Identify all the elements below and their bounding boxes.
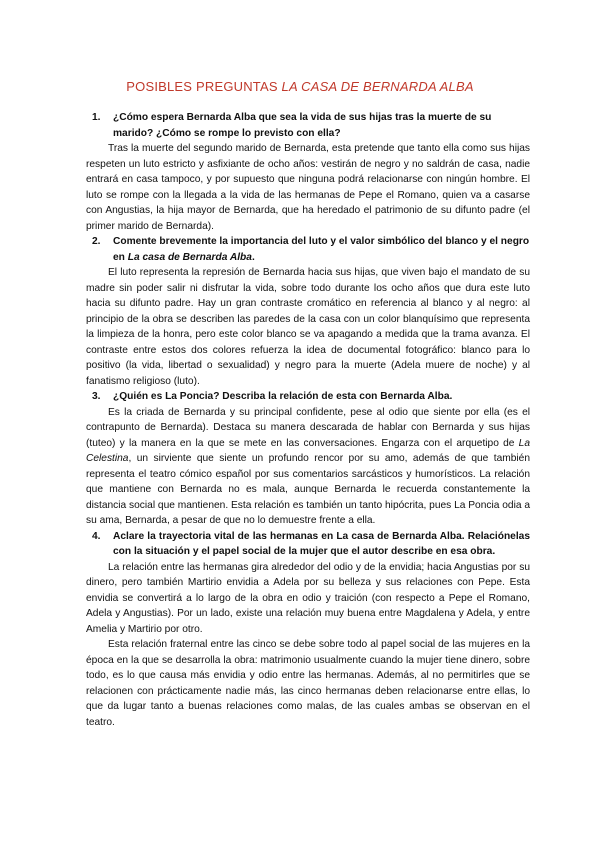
- question-number: 3.: [92, 391, 101, 402]
- answer-4-continued: Esta relación fraternal entre las cinco se debe sobre todo al papel social de las mujeres en la época en la que se desarrolla la obra: matrimonio usualmente cuando la mujer tiene dinero, sobre todo, es lo que causa más envidia y odio entre las hermanas. Además, al no permitirles que se relacionen con prácticamente nadie más, las cinco hermanas deben relacionarse entre ellas, lo que da lugar tanto a buenas relaciones como malas, de las cuales ambas se observan en el teatro.: [86, 639, 530, 728]
- question-number: 4.: [92, 530, 101, 542]
- answer-3: [86, 405, 530, 529]
- question-text: ¿Cómo espera Bernarda Alba que sea la vida de sus hijas tras la muerte de su marido? ¿Cómo se rompe lo previsto con ella?: [113, 112, 492, 139]
- question-text-italic: La casa de Bernarda Alba: [127, 251, 252, 263]
- document-body: [86, 110, 530, 730]
- answer-3-suffix: , un sirviente que siente un profundo rencor por su amo, además de que también representa el teatro cómico español por sus comentarios sarcásticos y humorísticos. La relación que mantiene con Bernarda no es mala, aunque Bernarda le recuerda constantemente la distancia social que mantienen. Esta relación es también un tanto hipócrita, pues La Poncia odia a su ama, Bernarda, a pesar de que no lo demuestre frente a ella.: [86, 453, 531, 526]
- answer-2: El luto representa la represión de Bernarda hacia sus hijas, que viven bajo el mandato de su madre sin poder salir ni disfrutar la vida, sobre todo durante los ocho años que dura este luto hacia su difunto padre. Hay un gran contraste cromático en referencia al blanco y al negro: al principio de la obra se describen las paredes de la casa con un color blanquísimo que representa la limpieza de la honra, pero este color blanco se va apagando a medida que la trama avanza. El contraste entre estos dos colores refuerza la idea de documental fotográfico: blanco para lo positivo (la vida, libertad o sexualidad) y negro para la muerte (Adela muere de noche) y al fanatismo religioso (luto).: [86, 267, 530, 387]
- question-4: [86, 529, 530, 560]
- question-text: ¿Quién es La Poncia? Describa la relación de esta con Bernarda Alba.: [113, 391, 453, 402]
- question-text: Aclare la trayectoria vital de las hermanas en La casa de Bernarda Alba. Relaciónelas con la situación y el papel social de la mujer que el autor describe en esa obra.: [113, 530, 530, 557]
- question-text-suffix: .: [251, 251, 255, 263]
- page-title: [0, 79, 600, 94]
- title-italic: LA CASA DE BERNARDA ALBA: [281, 79, 474, 94]
- question-2: [86, 234, 530, 265]
- title-prefix: POSIBLES PREGUNTAS: [126, 79, 282, 94]
- answer-3-prefix: Es la criada de Bernarda y su principal confidente, pese al odio que siente por ella (es el contrapunto de Bernarda). Destaca su manera descarada de hablar con Bernarda y sus hijas (tuteo) y la manera en la que se mete en las conversaciones. Engarza con el arquetipo de: [86, 406, 530, 449]
- answer-1: Tras la muerte del segundo marido de Bernarda, esta pretende que tanto ella como sus hijas respeten un luto estricto y asfixiante de ocho años: vestirán de negro y no saldrán de casa, nadie entrará en casa tampoco, y por supuesto que ninguna podrá relacionarse con ningún hombre. El luto se rompe con la llegada a la vida de las hermanas de Pepe el Romano, quien va a casarse con Angustias, la hija mayor de Bernarda, que ha heredado el patrimonio de su difunto padre (el primer marido de Bernarda).: [86, 143, 530, 232]
- answer-3-italic: La Celestina: [86, 437, 530, 464]
- question-number: 1.: [92, 112, 101, 123]
- question-1: [86, 110, 530, 141]
- question-text: [113, 234, 530, 265]
- question-text-prefix: Comente brevemente la importancia del luto y el valor simbólico del blanco y el negro en: [113, 236, 530, 263]
- question-3: [86, 389, 530, 405]
- answer-4: La relación entre las hermanas gira alrededor del odio y de la envidia; hacia Angustias por su dinero, pero también Martirio envidia a Adela por su belleza y sus relaciones con Pepe. Esta envidia se convertirá a lo largo de la obra en odio y traición (con respecto a Pepe el Romano, Adela y Angustias). Por un lado, existe una relación muy buena entre Magdalena y Adela, y entre Amelia y Martirio por otro.: [86, 561, 530, 635]
- question-number: 2.: [92, 236, 101, 247]
